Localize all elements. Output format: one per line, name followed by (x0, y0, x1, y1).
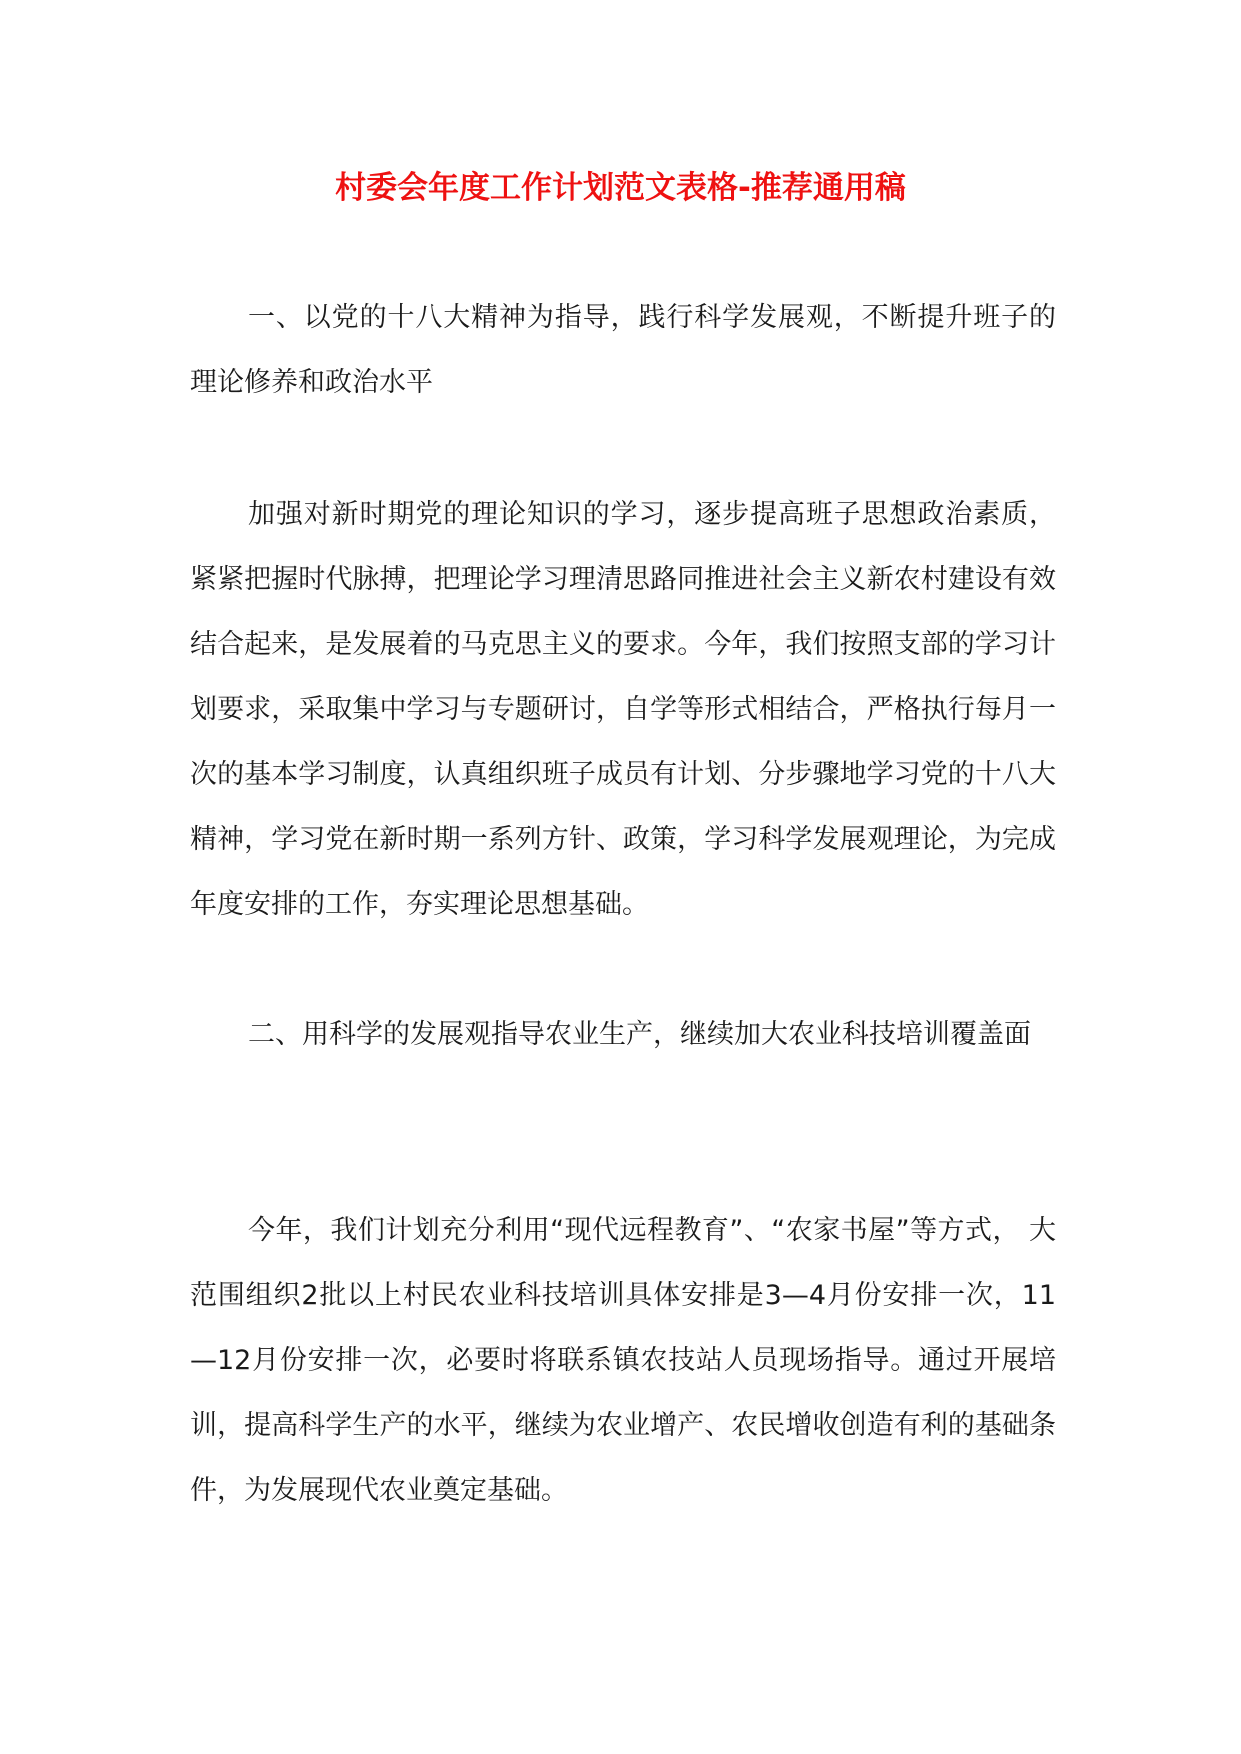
document-title: 村委会年度工作计划范文表格-推荐通用稿 (335, 170, 906, 206)
section-heading-2: 二、用科学的发展观指导农业生产，继续加大农业科技培训覆盖面 (248, 1019, 1031, 1050)
body-paragraph-2: 今年，我们计划充分利用“现代远程教育”、“农家书屋”等方式， 大范围组织2批以上村民农业科技培训具体安排是3—4月份安排一次，11—12月份安排一次，必要时将联系镇农技站人员现场指导。通过开展培训，提高科学生产的水平，继续为农业增产、农民增收创造有利的基础条件，为发展现代农业奠定基础。 (190, 1215, 1056, 1506)
section-heading-1: 一、以党的十八大精神为指导，践行科学发展观，不断提升班子的理论修养和政治水平 (190, 302, 1056, 398)
body-paragraph-1: 加强对新时期党的理论知识的学习，逐步提高班子思想政治素质，紧紧把握时代脉搏，把理论学习理清思路同推进社会主义新农村建设有效结合起来，是发展着的马克思主义的要求。今年，我们按照支部的学习计划要求，采取集中学习与专题研讨，自学等形式相结合，严格执行每月一次的基本学习制度，认真组织班子成员有计划、分步骤地学习党的十八大精神，学习党在新时期一系列方针、政策，学习科学发展观理论，为完成年度安排的工作，夯实理论思想基础。 (190, 499, 1056, 920)
